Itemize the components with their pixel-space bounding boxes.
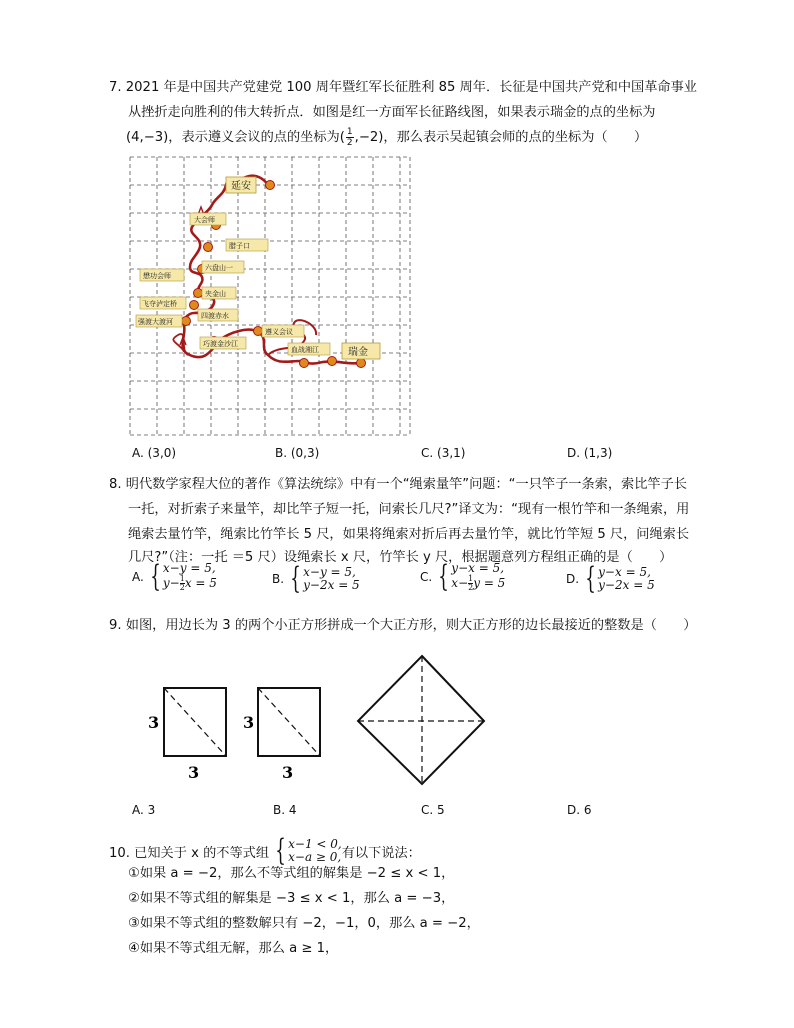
q7-zunyi-coord [339, 126, 384, 148]
q8-line-3: 绳索去量竹竿，绳索比竹竿长 5 尺，如果将绳索对折后再去量竹竿，就比竹竿短 5 尺，问绳索长 [128, 527, 690, 542]
equation-system [451, 562, 505, 592]
fraction-numerator: 1 [468, 574, 474, 583]
small-square-2 [243, 688, 320, 782]
q10-statement-4: ④如果不等式组无解，那么 a ≥ 1， [128, 941, 339, 956]
q10-prompt: 10. 已知关于 x 的不等式组 [109, 845, 270, 861]
equation-row-1: y−x = 5, [451, 561, 505, 575]
fraction [346, 127, 354, 148]
long-march-map [128, 155, 413, 437]
brace-icon: { [438, 559, 450, 594]
map-grid [130, 157, 410, 435]
coord-suffix: ,−2) [354, 130, 384, 145]
q7-line-1: 7. 2021 年是中国共产党建党 100 周年暨红军长征胜利 85 周年．长征是中国共产党和中国革命事业 [109, 80, 697, 95]
eq-part: y− [162, 576, 180, 590]
inequality-system [288, 838, 342, 864]
option-label: C. [420, 570, 433, 584]
fraction-numerator: 1 [179, 574, 185, 583]
label-lazikou: 腊子口 [229, 242, 250, 250]
large-square [358, 656, 484, 784]
q7-option-c[interactable]: C. (3,1) [421, 446, 466, 460]
fraction-denominator: 2 [346, 137, 353, 148]
label-luding: 飞夺泸定桥 [142, 300, 177, 308]
eq-part: x = 5 [184, 576, 217, 590]
q7-line-3 [126, 126, 647, 148]
equation-system [163, 562, 217, 592]
q10-prompt-tail: 有以下说法： [341, 845, 421, 861]
option-label: A. [132, 570, 144, 584]
label-dadu: 强渡大渡河 [138, 318, 173, 326]
fraction-denominator: 2 [179, 583, 185, 592]
side-label-left: 3 [243, 713, 255, 732]
equation-row-2 [451, 575, 505, 592]
q7-option-a[interactable]: A. (3,0) [132, 446, 177, 460]
eq-part: x− [451, 576, 469, 590]
label-ruijin: 瑞金 [348, 347, 368, 358]
equation-system [303, 566, 360, 592]
q10-statement-2: ②如果不等式组的解集是 −3 ≤ x < 1，那么 a = −3， [128, 891, 455, 906]
q8-option-b[interactable] [272, 561, 360, 596]
eq-part: y = 5 [473, 576, 506, 590]
equation-row-2 [163, 575, 217, 592]
q7-line-2: 从挫折走向胜利的伟大转折点．如图是红一方面军长征路线图，如果表示瑞金的点的坐标为 [128, 105, 656, 120]
option-label: B. [272, 572, 285, 586]
fraction-denominator: 2 [468, 583, 474, 592]
brace-icon: { [585, 561, 596, 596]
small-square-1 [148, 688, 226, 782]
q9-option-d[interactable]: D. 6 [567, 803, 592, 817]
q10-statement-1: ①如果 a = −2，那么不等式组的解集是 −2 ≤ x < 1， [128, 866, 455, 881]
equation-row-1: x−y = 5, [303, 565, 356, 579]
q8-line-1: 8. 明代数学家程大位的著作《算法统综》中有一个“绳索量竿”问题：“一只竿子一条索，索比竿子长 [109, 477, 687, 492]
q7-ruijin-coord-text: (4,−3)，表示遵义会议的点的坐标为 [126, 130, 340, 145]
fraction-numerator: 1 [346, 126, 353, 137]
q9-option-b[interactable]: B. 4 [273, 803, 297, 817]
label-zunyi: 遵义会议 [265, 328, 293, 336]
side-label-bottom: 3 [282, 763, 294, 782]
q8-option-d[interactable] [566, 561, 655, 596]
label-jinsha: 巧渡金沙江 [203, 340, 238, 348]
q8-option-a[interactable] [132, 559, 217, 594]
side-label-left: 3 [148, 713, 160, 732]
equation-system [598, 566, 655, 592]
equation-row-2: y−2x = 5 [303, 578, 360, 592]
inequality-row-1: x−1 < 0, [288, 837, 342, 851]
label-yanan: 延安 [231, 181, 251, 192]
option-label: D. [566, 572, 580, 586]
label-liupanshan: 六盘山一 [205, 264, 233, 272]
label-jiajin: 夹金山 [205, 290, 226, 298]
brace-icon: { [290, 561, 301, 596]
q7-question-tail: ，那么表示吴起镇会师的点的坐标为（ ） [383, 130, 648, 145]
inequality-row-2: x−a ≥ 0, [288, 850, 342, 864]
equation-row-1: x−y = 5, [162, 561, 216, 575]
brace-icon: { [275, 833, 286, 868]
q8-option-c[interactable] [420, 559, 506, 594]
coord-prefix: ( [339, 130, 345, 145]
label-sidu: 四渡赤水 [201, 312, 229, 320]
label-xiangjiang: 血战湘江 [291, 346, 319, 354]
q9-figure [140, 650, 500, 790]
equation-row-1: y−x = 5, [598, 565, 651, 579]
q8-line-4: 几尺?”（注：一托 ＝5 尺）设绳索长 x 尺，竹竿长 y 尺，根据题意列方程组正确的是（ ） [128, 550, 673, 565]
q9-option-c[interactable]: C. 5 [421, 803, 445, 817]
brace-icon: { [150, 559, 161, 594]
equation-row-2: y−2x = 5 [598, 578, 655, 592]
q10-statement-3: ③如果不等式组的整数解只有 −2，−1，0，那么 a = −2， [128, 916, 480, 931]
label-maogong: 懋功会师 [143, 272, 171, 280]
q7-option-d[interactable]: D. (1,3) [567, 446, 613, 460]
side-label-bottom: 3 [188, 763, 200, 782]
q9-option-a[interactable]: A. 3 [132, 803, 156, 817]
q8-line-2: 一托，对折索子来量竿，却比竿子短一托，问索长几尺?”译文为：“现有一根竹竿和一条绳索，用 [128, 502, 690, 517]
q7-option-b[interactable]: B. (0,3) [275, 446, 320, 460]
label-dagu: 大会师 [194, 216, 215, 224]
q9-line-1: 9. 如图，用边长为 3 的两个小正方形拼成一个大正方形，则大正方形的边长最接近的整数是（ ） [109, 618, 697, 633]
